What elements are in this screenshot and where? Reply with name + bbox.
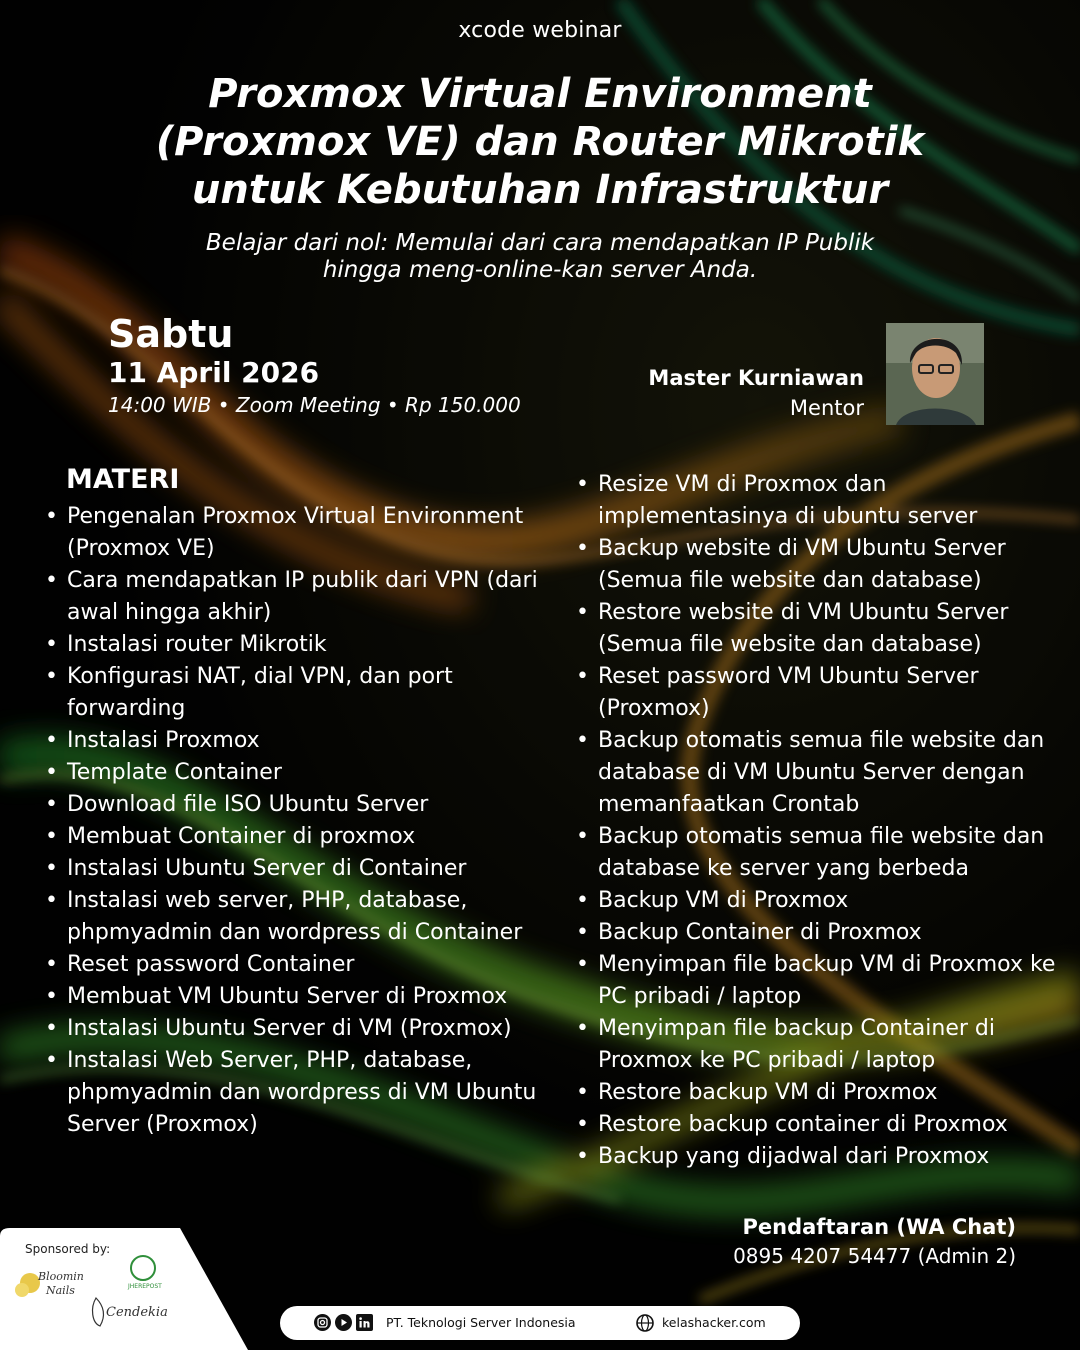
materi-list-left <box>67 501 557 1141</box>
list-item: • Restore backup container di Proxmox <box>598 1109 1058 1141</box>
svg-text:Nails: Nails <box>46 1284 75 1297</box>
event-meta: 14:00 WIB • Zoom Meeting • Rp 150.000 <box>108 393 521 417</box>
svg-text:JHEREPOST: JHEREPOST <box>128 1283 162 1290</box>
list-item: • Konfigurasi NAT, dial VPN, dan port forwarding <box>67 661 557 725</box>
list-item: • Instalasi web server, PHP, database, phpmyadmin dan wordpress di Container <box>67 885 557 949</box>
list-item: • Membuat Container di proxmox <box>67 821 557 853</box>
subtitle-line: Belajar dari nol: Memulai dari cara mendapatkan IP Publik <box>205 230 875 256</box>
globe-icon <box>636 1314 654 1332</box>
sponsor-label: Sponsored by: <box>25 1242 111 1256</box>
linkedin-icon[interactable] <box>356 1314 373 1331</box>
list-item: • Restore backup VM di Proxmox <box>598 1077 1058 1109</box>
list-item: • Backup Container di Proxmox <box>598 917 1058 949</box>
title-line: untuk Kebutuhan Infrastruktur <box>191 167 889 213</box>
list-item: • Backup website di VM Ubuntu Server (Semua file website dan database) <box>598 533 1058 597</box>
poster-subtitle <box>90 230 990 284</box>
social-icons <box>314 1314 373 1332</box>
mentor-name: Master Kurniawan <box>648 366 864 390</box>
list-item: • Backup otomatis semua file website dan database di VM Ubuntu Server dengan memanfaatkan Crontab <box>598 725 1058 821</box>
list-item: • Backup yang dijadwal dari Proxmox <box>598 1141 1058 1173</box>
registration-label: Pendaftaran (WA Chat) <box>742 1215 1016 1239</box>
list-item: • Instalasi Ubuntu Server di VM (Proxmox) <box>67 1013 557 1045</box>
title-line: (Proxmox VE) dan Router Mikrotik <box>155 119 925 165</box>
list-item: • Resize VM di Proxmox dan implementasinya di ubuntu server <box>598 469 1058 533</box>
list-item: • Instalasi Ubuntu Server di Container <box>67 853 557 885</box>
event-day: Sabtu <box>108 312 234 356</box>
list-item: • Menyimpan file backup VM di Proxmox ke PC pribadi / laptop <box>598 949 1058 1013</box>
list-item: • Menyimpan file backup Container di Proxmox ke PC pribadi / laptop <box>598 1013 1058 1077</box>
list-item: • Backup VM di Proxmox <box>598 885 1058 917</box>
list-item: • Pengenalan Proxmox Virtual Environment (Proxmox VE) <box>67 501 557 565</box>
title-line: Proxmox Virtual Environment <box>208 71 872 117</box>
subtitle-line: hingga meng-online-kan server Anda. <box>322 257 758 283</box>
list-item: • Instalasi Web Server, PHP, database, phpmyadmin dan wordpress di VM Ubuntu Server (Proxmox) <box>67 1045 557 1141</box>
instagram-icon[interactable] <box>314 1314 331 1331</box>
brand-label: xcode webinar <box>458 18 622 43</box>
materi-list-right <box>598 469 1058 1173</box>
mentor-photo <box>886 323 984 425</box>
list-item: • Cara mendapatkan IP publik dari VPN (dari awal hingga akhir) <box>67 565 557 629</box>
footer-bar <box>280 1306 800 1340</box>
list-item: • Instalasi Proxmox <box>67 725 557 757</box>
company-name: PT. Teknologi Server Indonesia <box>386 1315 576 1330</box>
youtube-icon[interactable] <box>335 1314 352 1331</box>
materi-title: MATERI <box>66 464 180 495</box>
list-item: • Restore website di VM Ubuntu Server (Semua file website dan database) <box>598 597 1058 661</box>
list-item: • Instalasi router Mikrotik <box>67 629 557 661</box>
list-item: • Download file ISO Ubuntu Server <box>67 789 557 821</box>
list-item: • Template Container <box>67 757 557 789</box>
registration-phone[interactable]: 0895 4207 54477 (Admin 2) <box>733 1244 1016 1268</box>
mentor-role: Mentor <box>789 396 864 420</box>
list-item: • Reset password Container <box>67 949 557 981</box>
svg-text:Cendekia: Cendekia <box>106 1305 168 1320</box>
list-item: • Backup otomatis semua file website dan database ke server yang berbeda <box>598 821 1058 885</box>
list-item: • Reset password VM Ubuntu Server (Proxmox) <box>598 661 1058 725</box>
list-item: • Membuat VM Ubuntu Server di Proxmox <box>67 981 557 1013</box>
svg-text:Bloomin: Bloomin <box>38 1270 84 1283</box>
poster-title <box>60 70 1020 214</box>
website-link[interactable]: kelashacker.com <box>662 1315 766 1330</box>
event-date: 11 April 2026 <box>108 356 320 389</box>
